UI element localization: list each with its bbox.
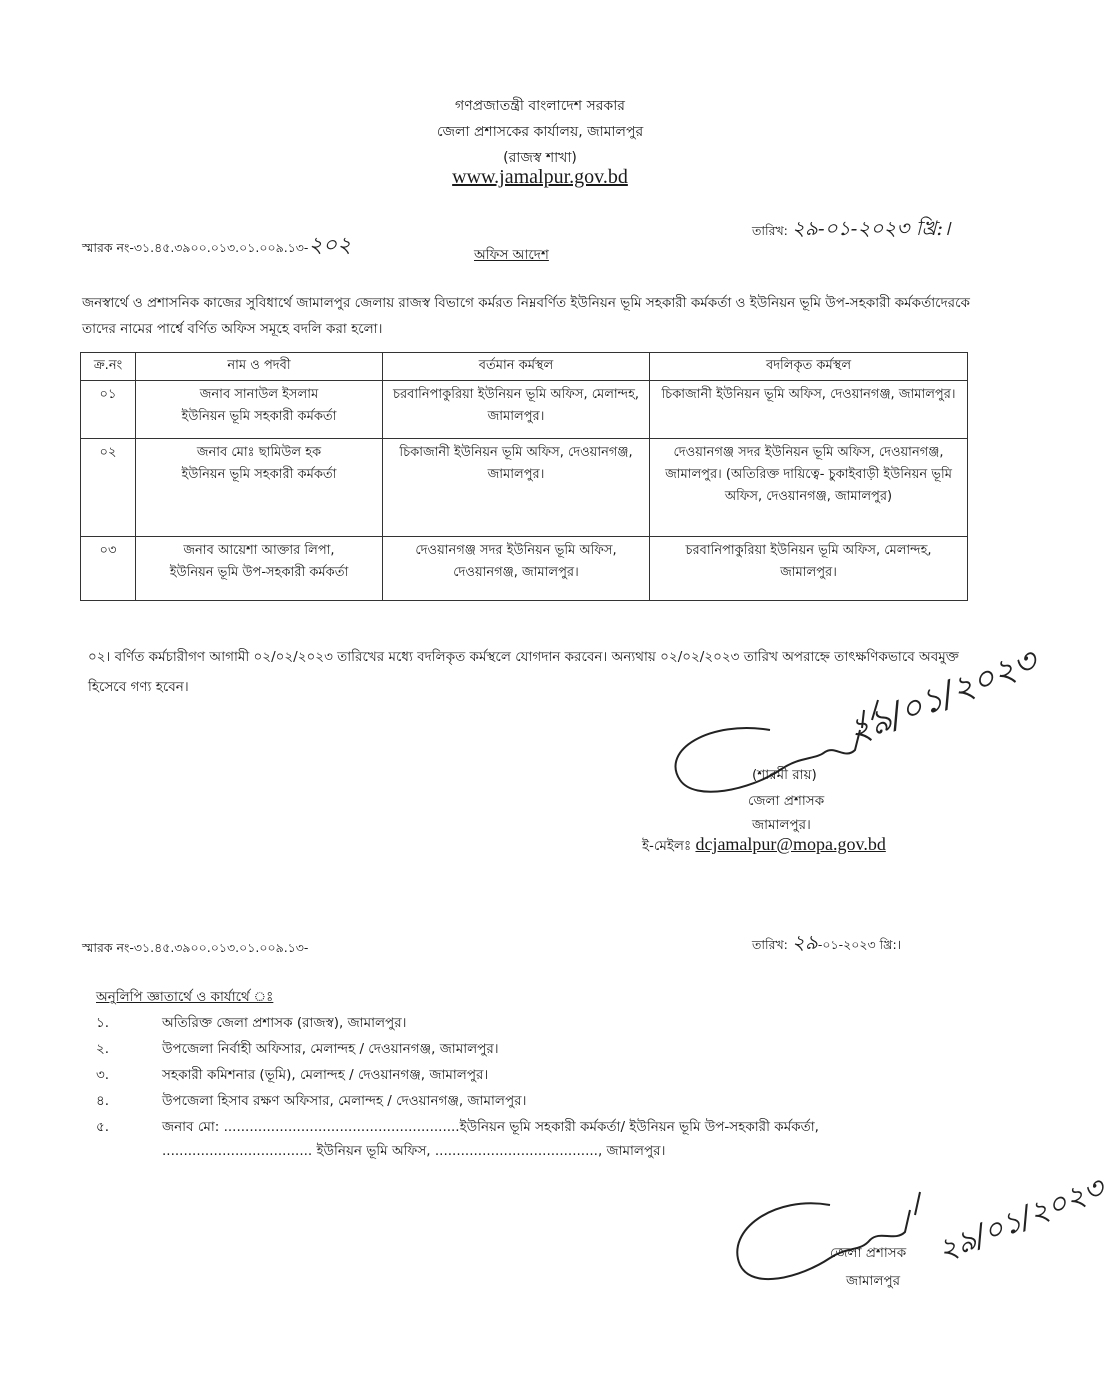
col-header-sl: ক্র.নং	[81, 353, 136, 381]
cell-current: চরবানিপাকুরিয়া ইউনিয়ন ভূমি অফিস, মেলান্দহ, জামালপুর।	[383, 381, 650, 439]
cc-item-text: উপজেলা নির্বাহী অফিসার, মেলান্দহ / দেওয়ানগঞ্জ, জামালপুর।	[162, 1041, 499, 1057]
cell-sl: ০৩	[81, 537, 136, 601]
table-row	[81, 537, 968, 601]
cell-name	[136, 381, 383, 439]
signer2-designation: জেলা প্রশাসক	[830, 1245, 907, 1261]
email-link[interactable]: dcjamalpur@mopa.gov.bd	[695, 834, 886, 854]
signer-district: জামালপুর।	[752, 817, 811, 833]
col-header-transferred: বদলিকৃত কর্মস্থল	[650, 353, 968, 381]
memo2-date-label: তারিখ:	[752, 937, 788, 952]
signer2-district: জামালপুর	[846, 1273, 901, 1289]
signer-name: (শারমী রায়)	[752, 767, 817, 783]
email-line	[642, 834, 886, 858]
memo2-date-rest: -০১-২০২৩ খ্রি:।	[817, 937, 902, 952]
signature-date-2: ২৯/০১/২০২৩	[932, 1170, 1110, 1269]
col-header-name: নাম ও পদবী	[136, 353, 383, 381]
intro-paragraph: জনস্বার্থে ও প্রশাসনিক কাজের সুবিধার্থে জামালপুর জেলায় রাজস্ব বিভাগে কর্মরত নিম্নবর্ণিত ইউনিয়ন ভূমি সহকারী কর্মকর্তা ও ইউনিয়ন ভূমি উপ-সহকারী কর্মকর্তাদেরকে তাদের নামের পার্শ্বে বর্ণিত অফিস সমূহে বদলি করা হলো।	[82, 295, 970, 337]
cc-item-number: ৫.	[96, 1119, 110, 1135]
memo-ref-handwritten: ২০২	[308, 233, 352, 258]
email-label: ই-মেইলঃ	[642, 838, 692, 854]
office-title: জেলা প্রশাসকের কার্যালয়, জামালপুর	[436, 124, 644, 140]
employee-designation: ইউনিয়ন ভূমি উপ-সহকারী কর্মকর্তা	[169, 565, 349, 580]
cc-item-text: উপজেলা হিসাব রক্ষণ অফিসার, মেলান্দহ / দেওয়ানগঞ্জ, জামালপুর।	[162, 1093, 527, 1109]
cc-item-number: ১.	[96, 1015, 110, 1031]
employee-designation: ইউনিয়ন ভূমি সহকারী কর্মকর্তা	[181, 467, 337, 482]
memo2-date-handwritten: ২৯	[791, 930, 818, 954]
signer-designation: জেলা প্রশাসক	[748, 793, 825, 809]
signature-date-1: ২৯/০১/২০২৩	[842, 640, 1043, 753]
cc-item-number: ৩.	[96, 1067, 110, 1083]
cell-name	[136, 439, 383, 537]
page-title: অফিস আদেশ	[474, 247, 549, 263]
transfer-table	[80, 352, 968, 601]
table-row	[81, 439, 968, 537]
cc-item-text: সহকারী কমিশনার (ভূমি), মেলান্দহ / দেওয়ানগঞ্জ, জামালপুর।	[162, 1067, 489, 1083]
col-header-current: বর্তমান কর্মস্থল	[383, 353, 650, 381]
cell-transferred: দেওয়ানগঞ্জ সদর ইউনিয়ন ভূমি অফিস, দেওয়ানগঞ্জ, জামালপুর। (অতিরিক্ত দায়িত্বে- চুকাইবাড়ী ইউনিয়ন ভূমি অফিস, দেওয়ানগঞ্জ, জামালপুর)	[650, 439, 968, 537]
employee-designation: ইউনিয়ন ভূমি সহকারী কর্মকর্তা	[181, 409, 337, 424]
memo-date	[752, 214, 950, 247]
website-link[interactable]: www.jamalpur.gov.bd	[452, 166, 628, 188]
memo-ref	[82, 228, 351, 265]
employee-name: জনাব আয়েশা আক্তার লিপা,	[183, 543, 335, 558]
cell-transferred: চিকাজানী ইউনিয়ন ভূমি অফিস, দেওয়ানগঞ্জ, জামালপুর।	[650, 381, 968, 439]
cc-item-number: ২.	[96, 1041, 110, 1057]
cell-current: চিকাজানী ইউনিয়ন ভূমি অফিস, দেওয়ানগঞ্জ, জামালপুর।	[383, 439, 650, 537]
cc-item5-continuation: ................................... ইউনিয়ন ভূমি অফিস, ......................................, জামালপুর।	[162, 1143, 666, 1159]
employee-name: জনাব মোঃ ছামিউল হক	[196, 445, 322, 460]
employee-name: জনাব সানাউল ইসলাম	[199, 387, 319, 402]
table-header-row	[81, 353, 968, 381]
cell-sl: ০১	[81, 381, 136, 439]
table-row	[81, 381, 968, 439]
branch-title: (রাজস্ব শাখা)	[503, 150, 577, 166]
gov-title: গণপ্রজাতন্ত্রী বাংলাদেশ সরকার	[455, 98, 625, 114]
memo-date-label: তারিখ:	[752, 223, 788, 238]
cc-item-number: ৪.	[96, 1093, 110, 1109]
memo2-ref: স্মারক নং-৩১.৪৫.৩৯০০.০১৩.০১.০০৯.১৩-	[82, 940, 309, 955]
cell-current: দেওয়ানগঞ্জ সদর ইউনিয়ন ভূমি অফিস, দেওয়ানগঞ্জ, জামালপুর।	[383, 537, 650, 601]
cc-item-text: জনাব মো: .......................................................ইউনিয়ন ভূমি সহকারী কর্মকর্তা/ ইউনিয়ন ভূমি উপ-সহকারী কর্মকর্তা,	[162, 1119, 819, 1135]
cc-title: অনুলিপি জ্ঞাতার্থে ও কার্যার্থে ঃ	[96, 989, 274, 1005]
cell-name	[136, 537, 383, 601]
memo2-date	[752, 928, 901, 961]
cc-item-text: অতিরিক্ত জেলা প্রশাসক (রাজস্ব), জামালপুর।	[162, 1015, 407, 1031]
cell-sl: ০২	[81, 439, 136, 537]
cell-transferred: চরবানিপাকুরিয়া ইউনিয়ন ভূমি অফিস, মেলান্দহ, জামালপুর।	[650, 537, 968, 601]
memo-date-handwritten: ২৯-০১-২০২৩ খ্রি:।	[791, 216, 951, 240]
memo-ref-number: স্মারক নং-৩১.৪৫.৩৯০০.০১৩.০১.০০৯.১৩-	[82, 240, 309, 255]
joining-note: ০২। বর্ণিত কর্মচারীগণ আগামী ০২/০২/২০২৩ তারিখের মধ্যে বদলিকৃত কর্মস্থলে যোগদান করবেন। অন্যথায় ০২/০২/২০২৩ তারিখ অপরাহ্নে তাৎক্ষণিকভাবে অবমুক্ত হিসেবে গণ্য হবেন।	[88, 649, 959, 695]
